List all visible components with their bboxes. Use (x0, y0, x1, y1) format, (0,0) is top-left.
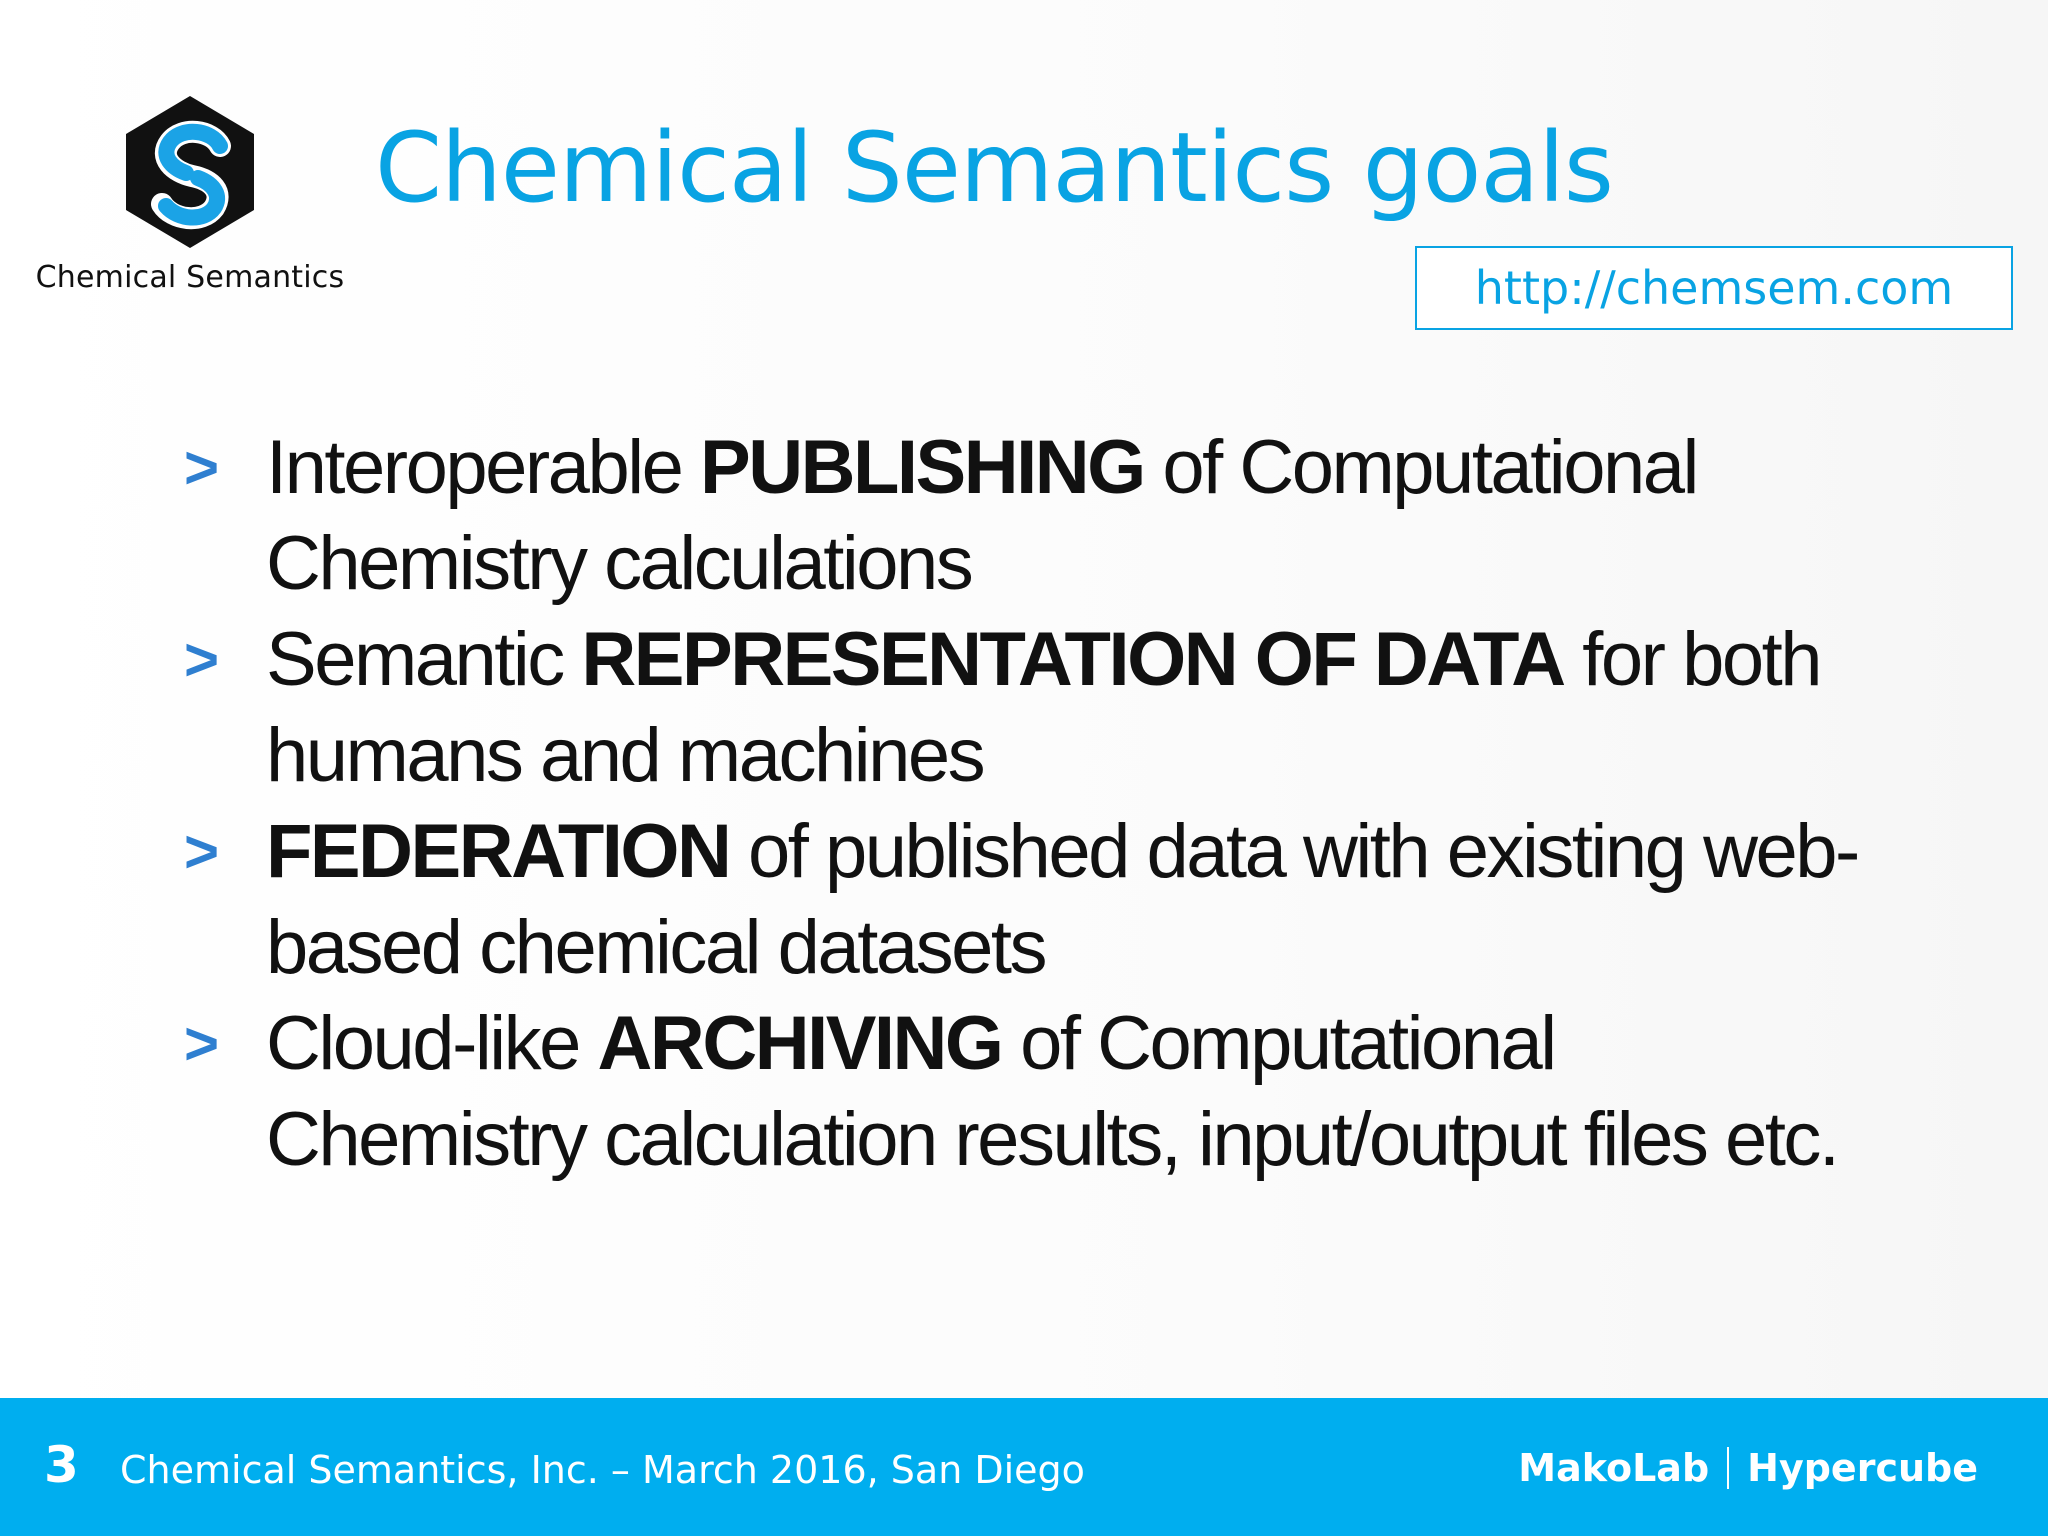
goal-item-publishing (180, 420, 1860, 612)
logo-caption: Chemical Semantics (35, 260, 345, 295)
goal-text-post: of Computational Chemistry calculation results, input/output files etc. (266, 1001, 1838, 1182)
goal-text-pre: Interoperable (266, 425, 700, 510)
slide-title: Chemical Semantics goals (375, 112, 1613, 224)
bullet-arrow-icon: > (184, 434, 220, 501)
bullet-arrow-icon: > (184, 1010, 220, 1077)
bullet-arrow-icon: > (184, 626, 220, 693)
brand-divider (1727, 1447, 1729, 1489)
goal-text-post: of published data with existing web-based chemical datasets (266, 809, 1858, 990)
footer-text: Chemical Semantics, Inc. – March 2016, San Diego (120, 1448, 1085, 1492)
goal-keyword: ARCHIVING (597, 1001, 1002, 1086)
footer-brand (1518, 1446, 1978, 1490)
goal-text-pre: Semantic (266, 617, 582, 702)
footer-bar (0, 1398, 2048, 1536)
bullet-arrow-icon: > (184, 818, 220, 885)
goal-keyword: FEDERATION (266, 809, 730, 894)
logo (20, 92, 360, 295)
website-link[interactable]: http://chemsem.com (1415, 246, 2013, 330)
goal-item-representation (180, 612, 1860, 804)
goals-list (180, 420, 1860, 1188)
goal-item-federation (180, 804, 1860, 996)
brand-hypercube: Hypercube (1747, 1446, 1978, 1490)
goal-text-post: of Computational Chemistry calculations (266, 425, 1697, 606)
goal-item-archiving (180, 996, 1860, 1188)
goal-keyword: PUBLISHING (700, 425, 1144, 510)
goal-text-pre: Cloud-like (266, 1001, 598, 1086)
goal-text-post: for both humans and machines (266, 617, 1821, 798)
brand-makolab: MakoLab (1518, 1446, 1710, 1490)
goal-keyword: REPRESENTATION OF DATA (581, 617, 1564, 702)
chemical-semantics-logo-icon (120, 92, 260, 252)
page-number: 3 (44, 1436, 79, 1494)
